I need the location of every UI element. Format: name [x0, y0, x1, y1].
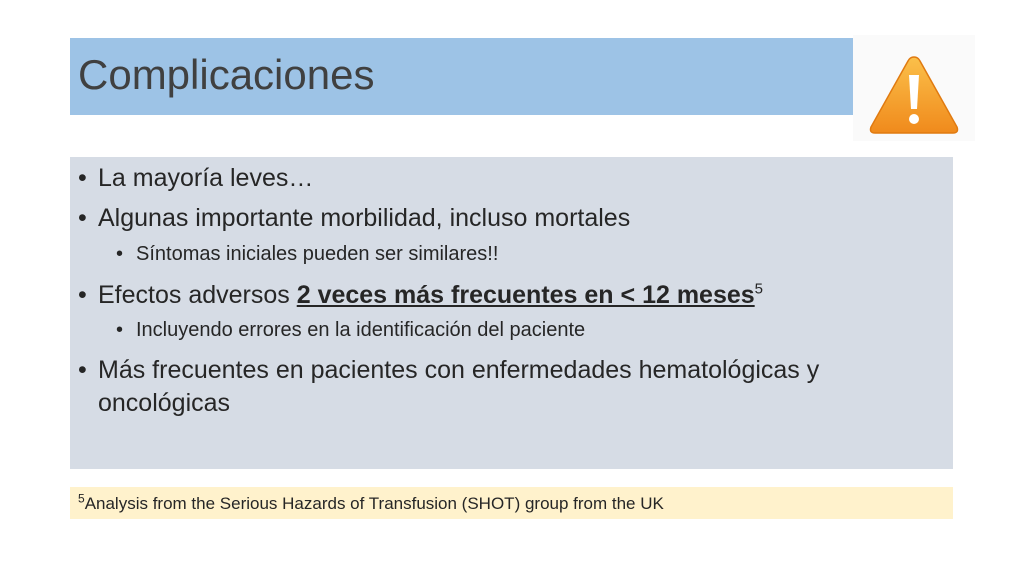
- warning-image: [853, 35, 975, 141]
- sub-bullet-item: [116, 241, 916, 267]
- bullet-marker: •: [116, 243, 124, 265]
- bullet-item: [78, 202, 918, 235]
- sub-bullet-item: [116, 317, 916, 343]
- bullet-marker: •: [78, 281, 87, 309]
- title-bar: [70, 38, 853, 115]
- bullet-text: La mayoría leves…: [98, 164, 314, 192]
- bullet-item: [78, 279, 918, 312]
- bullet-text: Síntomas iniciales pueden ser similares!!: [136, 243, 499, 265]
- citation-marker: 5: [754, 280, 764, 298]
- content-box: [70, 157, 953, 469]
- footnote: [78, 493, 664, 515]
- bullet-marker: •: [78, 204, 87, 232]
- footnote-text: Analysis from the Serious Hazards of Transfusion (SHOT) group from the UK: [84, 494, 664, 513]
- footnote-box: [70, 487, 953, 519]
- bullet-emphasis: 2 veces más frecuentes en < 12 meses: [296, 281, 755, 309]
- warning-triangle-icon: [867, 53, 961, 137]
- bullet-item: [78, 162, 918, 195]
- bullet-text: Algunas importante morbilidad, incluso mortales: [98, 204, 631, 232]
- slide-title: Complicaciones: [78, 51, 375, 98]
- bullet-marker: •: [116, 319, 124, 341]
- bullet-text: Más frecuentes en pacientes con enfermedades hematológicas y oncológicas: [98, 356, 820, 417]
- bullet-marker: •: [78, 356, 87, 384]
- bullet-item: [78, 354, 918, 420]
- bullet-marker: •: [78, 164, 87, 192]
- bullet-text: Incluyendo errores en la identificación del paciente: [136, 319, 586, 341]
- footnote-marker: 5: [78, 491, 85, 506]
- bullet-text-prefix: Efectos adversos: [98, 281, 297, 309]
